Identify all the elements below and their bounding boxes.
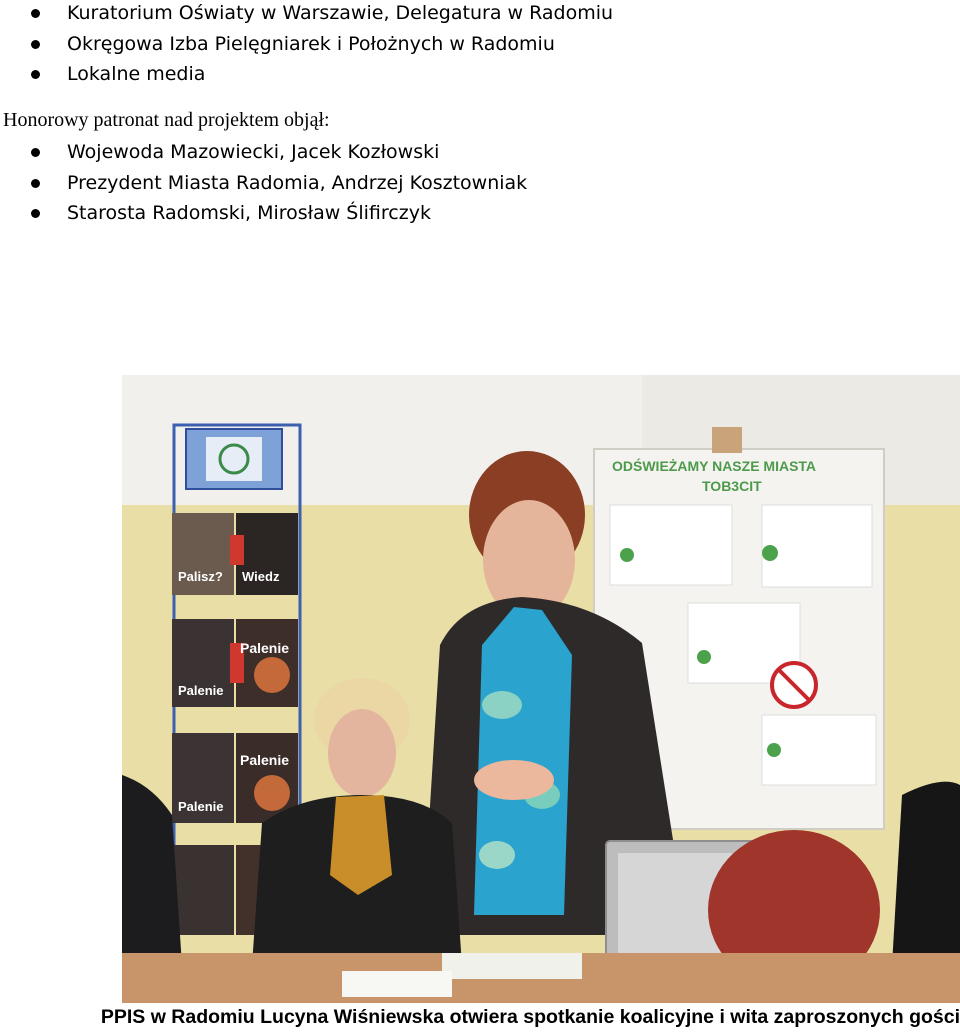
patrons-list [0, 137, 527, 229]
leaflet-1-label: Palisz? [178, 569, 223, 584]
leaflet-4-label: Palenie [178, 683, 224, 698]
bullet-icon [31, 179, 40, 188]
bullet-icon [31, 40, 40, 49]
organizations-list [0, 0, 613, 90]
meeting-photo [122, 375, 960, 1003]
list-item-text: Kuratorium Oświaty w Warszawie, Delegatura w Radomiu [67, 2, 614, 24]
list-item-text: Starosta Radomski, Mirosław Ślifirczyk [67, 202, 431, 224]
list-item [0, 198, 527, 229]
list-item [0, 59, 613, 90]
list-item [0, 0, 613, 29]
bullet-icon [31, 9, 40, 18]
list-item [0, 29, 613, 60]
poster-title-line1: ODŚWIEŻAMY NASZE MIASTA [612, 458, 817, 474]
leaflet-5-label: Palenie [240, 752, 290, 768]
poster-title-line2: TOB3CIT [702, 478, 762, 494]
leaflet-6-label: Palenie [178, 799, 224, 814]
leaflet-3-label: Palenie [240, 640, 290, 656]
list-item-text: Prezydent Miasta Radomia, Andrzej Kosztowniak [67, 171, 528, 194]
bullet-icon [31, 70, 40, 79]
list-item-text: Okręgowa Izba Pielęgniarek i Położnych w Radomiu [67, 32, 555, 55]
list-item-text: Lokalne media [67, 63, 206, 85]
patronage-heading: Honorowy patronat nad projektem objął: [3, 109, 330, 131]
list-item [0, 137, 527, 168]
bullet-icon [31, 209, 40, 218]
photo-caption: PPIS w Radomiu Lucyna Wiśniewska otwiera spotkanie koalicyjne i wita zaproszonych gości [100, 1006, 960, 1028]
leaflet-2-label: Wiedz [242, 569, 280, 584]
list-item [0, 168, 527, 199]
bullet-icon [31, 148, 40, 157]
list-item-text: Wojewoda Mazowiecki, Jacek Kozłowski [67, 141, 440, 163]
